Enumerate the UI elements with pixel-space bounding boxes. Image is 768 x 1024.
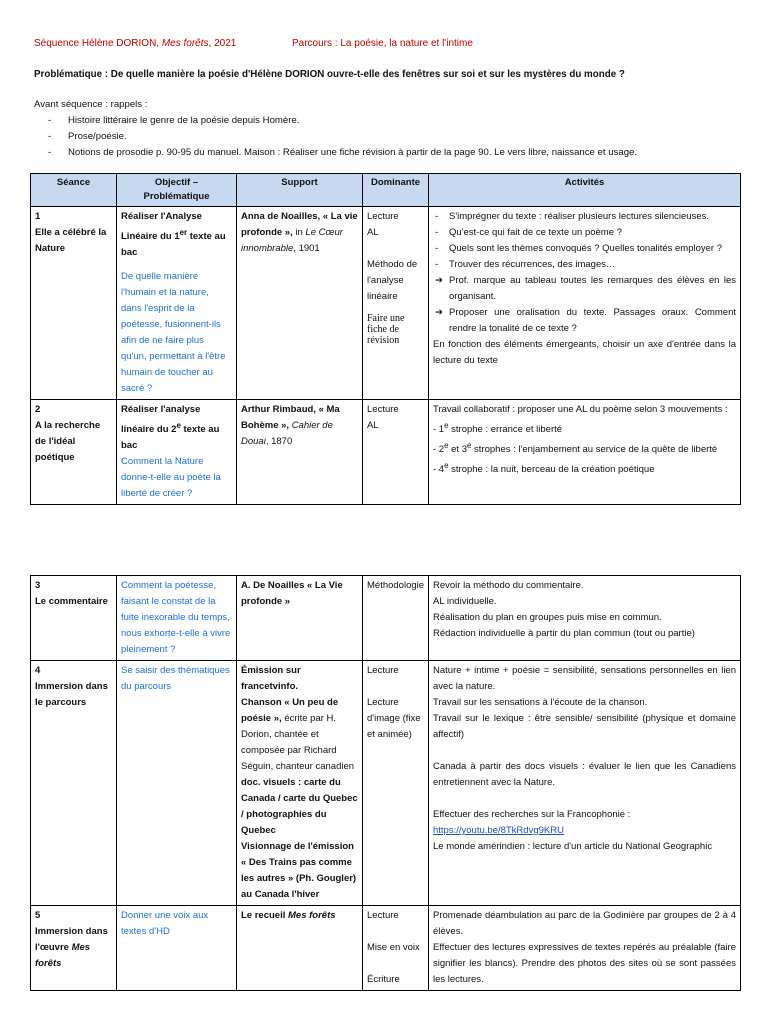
dominante-cell: Lecture Mise en voix Écriture bbox=[363, 906, 429, 991]
list-item: - Prose/poésie. bbox=[48, 131, 127, 142]
arrow-icon: ➔ bbox=[435, 307, 443, 318]
page-header bbox=[34, 38, 748, 52]
table-header-row bbox=[31, 174, 741, 207]
table-row bbox=[31, 207, 741, 400]
header-objectif: Objectif – Problématique bbox=[117, 174, 237, 207]
activites-cell: Revoir la méthodo du commentaire. AL individuelle. Réalisation du plan en groupes puis mise en commun. Rédaction individuelle à partir du plan commun (tout ou partie) bbox=[429, 576, 741, 661]
dominante-cell: Lecture Lecture d'image (fixe et animée) bbox=[363, 661, 429, 906]
header-activites: Activités bbox=[429, 174, 741, 207]
activites-cell: Travail collaboratif : proposer une AL du poème selon 3 mouvements : - 1e strophe : errance et liberté - 2e et 3e strophes : l'enjambement au service de la quête de liberté - 4e strophe : la nuit, berceau de la création poétique bbox=[429, 400, 741, 505]
seance-cell: 1 Elle a célébré la Nature bbox=[31, 207, 117, 400]
intro-heading: Avant séquence : rappels : bbox=[34, 99, 148, 110]
seance-cell: 2 A la recherche de l'idéal poétique bbox=[31, 400, 117, 505]
seance-cell: 4 Immersion dans le parcours bbox=[31, 661, 117, 906]
support-cell: Anna de Noailles, « La vie profonde », in Le Cœur innombrable, 1901 bbox=[237, 207, 363, 400]
youtube-link[interactable]: https://youtu.be/8TkRdvg9KRU bbox=[433, 825, 564, 836]
objectif-cell: Donner une voix aux textes d'HD bbox=[117, 906, 237, 991]
header-support: Support bbox=[237, 174, 363, 207]
seance-cell: 5 Immersion dans l'œuvre Mes forêts bbox=[31, 906, 117, 991]
dominante-cell: Méthodologie bbox=[363, 576, 429, 661]
activites-cell: Nature + intime + poésie = sensibilité, sensations personnelles en lien avec la nature. Travail sur les sensations à l'écoute de la chanson. Travail sur le lexique : être sensible/ sensibilité (physique et domaine affectif) Canada à partir des docs visuels : évaluer le lien que les Canadiens entretiennent avec la Nature. Effectuer des recherches sur la Francophonie : https://youtu.be/8TkRdvg9KRU Le monde amérindien : lecture d'un article du National Geographic bbox=[429, 661, 741, 906]
parcours-title: Parcours : La poésie, la nature et l'intime bbox=[292, 38, 473, 49]
header-dominante: Dominante bbox=[363, 174, 429, 207]
support-cell: Émission sur francetvinfo. Chanson « Un peu de poésie », écrite par H. Dorion, chantée et composée par Richard Séguin, chanteur canadien doc. visuels : carte du Canada / carte du Quebec / photographies du Quebec Visionnage de l'émission « Des Trains pas comme les autres » (Ph. Gougler) au Canada l'hiver bbox=[237, 661, 363, 906]
objectif-cell: Se saisir des thématiques du parcours bbox=[117, 661, 237, 906]
seance-cell: 3 Le commentaire bbox=[31, 576, 117, 661]
objectif-cell: Comment la poétesse, faisant le constat de la fuite inexorable du temps, nous exhorte-t-elle à vivre pleinement ? bbox=[117, 576, 237, 661]
intro-list bbox=[34, 113, 748, 161]
intro-section bbox=[34, 97, 748, 161]
support-cell: Arthur Rimbaud, « Ma Bohème », Cahier de Douai, 1870 bbox=[237, 400, 363, 505]
objectif-cell: Réaliser l'analyse linéaire du 2e texte au bac Comment la Nature donne-t-elle au poète la liberté de créer ? bbox=[117, 400, 237, 505]
list-item: - Histoire littéraire le genre de la poésie depuis Homère. bbox=[48, 115, 300, 126]
table-row bbox=[31, 906, 741, 991]
activites-cell: Promenade déambulation au parc de la Godinière par groupes de 2 à 4 élèves. Effectuer des lectures expressives de textes repérés au préalable (faire signifier les blancs). Prendre des photos des sites où se sont passées les lectures. bbox=[429, 906, 741, 991]
table-row bbox=[31, 661, 741, 906]
dominante-cell: Lecture AL bbox=[363, 400, 429, 505]
arrow-icon: ➔ bbox=[435, 275, 443, 286]
support-cell: Le recueil Mes forêts bbox=[237, 906, 363, 991]
header-seance: Séance bbox=[31, 174, 117, 207]
table-row bbox=[31, 400, 741, 505]
objectif-cell: Réaliser l'Analyse Linéaire du 1er texte au bac De quelle manière l'humain et la nature, dans l'esprit de la poétesse, fusionnent-ils afin de ne faire plus qu'un, permettant à l'être humain de toucher au sacré ? bbox=[117, 207, 237, 400]
problematique: Problématique : De quelle manière la poésie d'Hélène DORION ouvre-t-elle des fenêtres sur soi et sur les mystères du monde ? bbox=[34, 69, 625, 80]
sequence-table-part1 bbox=[30, 173, 741, 505]
support-cell: A. De Noailles « La Vie profonde » bbox=[237, 576, 363, 661]
sequence-table-part2 bbox=[30, 575, 741, 991]
activites-cell: - S'imprégner du texte : réaliser plusieurs lectures silencieuses. - Qu'est-ce qui fait de ce texte un poème ? - Quels sont les thèmes convoqués ? Quelles tonalités employer ? - Trouver des récurrences, des images… ➔ Prof. marque au tableau toutes les remarques des élèves en les organisant. ➔ Proposer une oralisation du texte. Passages oraux. Comment rendre la tonalité de ce texte ? En fonction des éléments émergeants, choisir un axe d'entrée dans la lecture du texte bbox=[429, 207, 741, 400]
table-row bbox=[31, 576, 741, 661]
list-item: - Notions de prosodie p. 90-95 du manuel. Maison : Réaliser une fiche révision à partir de la page 90. Le vers libre, naissance et usage. bbox=[48, 147, 638, 158]
dominante-cell: Lecture AL Méthodo de l'analyse linéaire Faire une fiche de révision bbox=[363, 207, 429, 400]
sequence-title: Séquence Hélène DORION, Mes forêts, 2021 bbox=[34, 38, 237, 49]
